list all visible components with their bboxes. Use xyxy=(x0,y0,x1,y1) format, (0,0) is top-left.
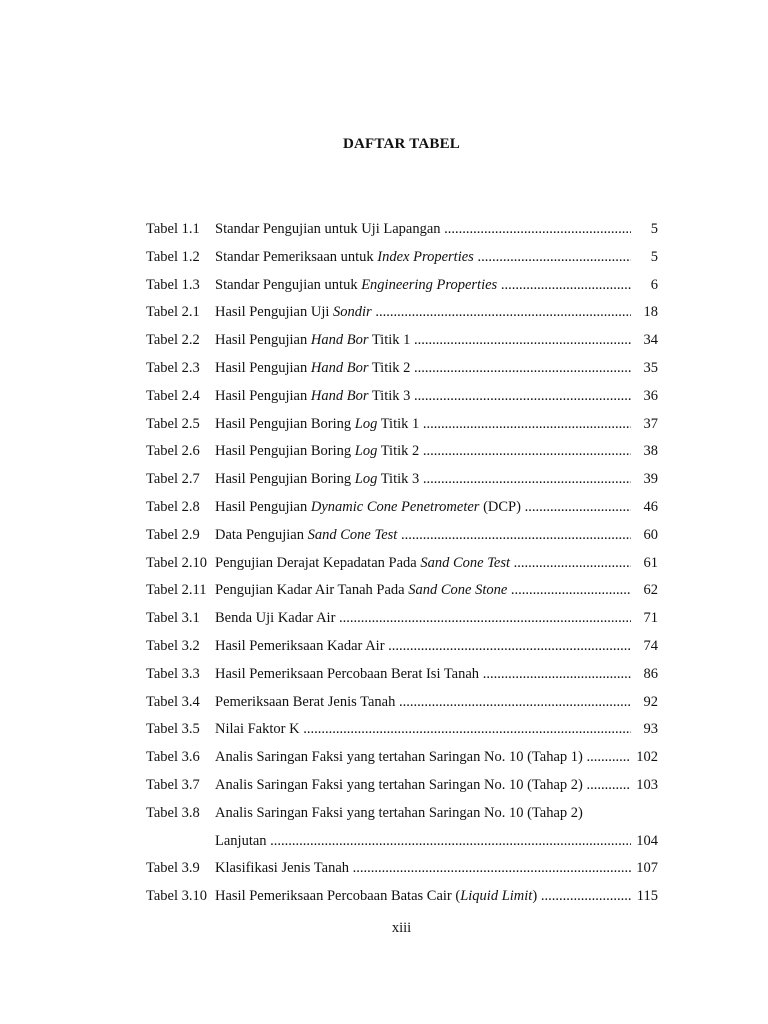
leader-dots xyxy=(583,777,631,793)
table-label: Tabel 2.6 xyxy=(146,443,200,460)
page-ref: 5 xyxy=(650,248,658,265)
table-label: Tabel 1.3 xyxy=(146,276,200,293)
caption-italic-text: Sand Cone Test xyxy=(307,526,398,543)
leader-dots xyxy=(419,416,631,432)
page-ref: 18 xyxy=(643,304,658,321)
page-ref: 61 xyxy=(643,554,658,571)
page-ref: 104 xyxy=(636,832,658,849)
table-label: Tabel 2.11 xyxy=(146,582,207,599)
caption-suffix-text: Titik 3 xyxy=(377,471,423,488)
table-label: Tabel 3.1 xyxy=(146,610,200,627)
page-ref: 107 xyxy=(636,860,658,877)
table-caption xyxy=(215,525,631,545)
table-label: Tabel 2.10 xyxy=(146,554,207,571)
page-ref: 34 xyxy=(643,332,658,349)
leader-dots xyxy=(372,304,631,320)
table-label: Tabel 3.3 xyxy=(146,665,200,682)
table-label: Tabel 3.10 xyxy=(146,888,207,905)
caption-italic-text: Log xyxy=(354,471,378,488)
caption-text: Analis Saringan Faksi yang tertahan Saringan No. 10 (Tahap 1) xyxy=(215,749,583,766)
toc-entry xyxy=(146,275,658,303)
page-ref: 5 xyxy=(650,221,658,237)
toc-entry xyxy=(146,497,658,525)
page-ref: 35 xyxy=(643,359,658,376)
caption-suffix-text: Titik 1 xyxy=(377,415,420,432)
toc-entry xyxy=(146,858,658,886)
toc-entry xyxy=(146,330,658,358)
caption-text: Hasil Pengujian Boring xyxy=(215,471,355,488)
leader-dots xyxy=(397,527,631,543)
toc-entry xyxy=(146,358,658,386)
table-caption xyxy=(215,247,631,267)
table-label: Tabel 2.9 xyxy=(146,526,200,543)
table-label: Tabel 2.1 xyxy=(146,304,200,321)
caption-suffix-text: ) xyxy=(532,888,538,905)
leader-dots xyxy=(537,888,631,904)
caption-text: Hasil Pemeriksaan Percobaan Berat Isi Tanah xyxy=(215,665,480,682)
leader-dots xyxy=(479,666,631,682)
table-label: Tabel 3.6 xyxy=(146,749,200,766)
page-ref: 102 xyxy=(636,749,658,766)
page-number: xiii xyxy=(391,920,412,936)
caption-italic-text: Liquid Limit xyxy=(460,888,533,905)
caption-text: Data Pengujian xyxy=(215,526,308,543)
table-label: Tabel 2.7 xyxy=(146,471,200,488)
table-caption xyxy=(215,803,631,823)
table-label: Tabel 2.3 xyxy=(146,359,200,376)
table-label: Tabel 1.1 xyxy=(146,221,200,237)
page-ref: 39 xyxy=(643,471,658,488)
caption-text: Hasil Pengujian Uji xyxy=(215,304,334,321)
table-caption xyxy=(215,441,631,461)
caption-italic-text: Hand Bor xyxy=(310,332,369,349)
leader-dots xyxy=(507,582,631,598)
caption-italic-text: Engineering Properties xyxy=(361,276,498,293)
table-caption xyxy=(215,330,631,350)
leader-dots xyxy=(423,471,631,487)
toc-entry xyxy=(146,692,658,720)
table-caption xyxy=(215,831,631,851)
caption-text: Hasil Pengujian xyxy=(215,359,311,376)
leader-dots xyxy=(583,749,631,765)
leader-dots xyxy=(410,332,631,348)
page-ref: 74 xyxy=(643,637,658,654)
caption-italic-text: Hand Bor xyxy=(310,359,369,376)
caption-italic-text: Log xyxy=(354,415,378,432)
table-caption xyxy=(215,469,631,489)
caption-text: Pemeriksaan Berat Jenis Tanah xyxy=(215,693,396,710)
table-caption xyxy=(215,858,631,878)
toc-entry xyxy=(146,747,658,775)
table-label: Tabel 2.2 xyxy=(146,332,200,349)
leader-dots xyxy=(410,360,631,376)
toc-entry xyxy=(146,302,658,330)
caption-text: Hasil Pengujian Boring xyxy=(215,443,355,460)
table-caption xyxy=(215,747,631,767)
toc-entry xyxy=(146,608,658,636)
caption-italic-text: Sand Cone Stone xyxy=(408,582,508,599)
page-ref: 86 xyxy=(643,665,658,682)
toc-entry xyxy=(146,775,658,803)
toc-entry xyxy=(146,386,658,414)
caption-text: Hasil Pengujian xyxy=(215,387,311,404)
caption-text: Standar Pemeriksaan untuk xyxy=(215,248,378,265)
caption-text: Pengujian Kadar Air Tanah Pada xyxy=(215,582,409,599)
table-label: Tabel 1.2 xyxy=(146,248,200,265)
toc-entry xyxy=(146,831,658,859)
table-caption xyxy=(215,775,631,795)
page-ref: 46 xyxy=(643,498,658,515)
caption-text: Hasil Pemeriksaan Kadar Air xyxy=(215,637,385,654)
page-ref: 93 xyxy=(643,721,658,738)
caption-suffix-text: Titik 3 xyxy=(368,387,415,404)
caption-text: Nilai Faktor K xyxy=(215,721,300,738)
caption-text: Hasil Pengujian Boring xyxy=(215,415,355,432)
table-caption xyxy=(215,219,631,239)
leader-dots xyxy=(267,833,631,849)
toc-entry xyxy=(146,664,658,692)
toc-entry xyxy=(146,414,658,442)
leader-dots xyxy=(414,388,631,404)
caption-italic-text: Sand Cone Test xyxy=(420,554,511,571)
toc-entry xyxy=(146,719,658,747)
toc-entry xyxy=(146,219,658,247)
table-label: Tabel 3.9 xyxy=(146,860,200,877)
caption-italic-text: Dynamic Cone Penetrometer xyxy=(310,498,480,515)
caption-italic-text: Sondir xyxy=(333,304,372,321)
page-ref: 103 xyxy=(636,776,658,793)
page-ref: 71 xyxy=(643,610,658,627)
page-ref: 92 xyxy=(643,693,658,710)
page-ref: 62 xyxy=(643,582,658,599)
caption-text: Lanjutan xyxy=(215,832,267,849)
page-ref: 60 xyxy=(643,526,658,543)
caption-italic-text: Log xyxy=(354,443,378,460)
toc-entry xyxy=(146,469,658,497)
table-label: Tabel 3.2 xyxy=(146,637,200,654)
caption-italic-text: Index Properties xyxy=(377,248,474,265)
table-caption xyxy=(215,302,631,322)
table-label: Tabel 3.5 xyxy=(146,721,200,738)
toc-entry xyxy=(146,441,658,469)
leader-dots xyxy=(521,499,631,515)
table-caption xyxy=(215,636,631,656)
table-caption xyxy=(215,497,631,517)
table-caption xyxy=(215,580,631,600)
table-label: Tabel 2.4 xyxy=(146,387,200,404)
table-caption xyxy=(215,358,631,378)
leader-dots xyxy=(474,249,631,265)
leader-dots xyxy=(441,221,631,237)
caption-text: Benda Uji Kadar Air xyxy=(215,610,336,627)
leader-dots xyxy=(395,694,631,710)
page-ref: 115 xyxy=(636,888,658,905)
caption-text: Klasifikasi Jenis Tanah xyxy=(215,860,350,877)
table-caption xyxy=(215,386,631,406)
caption-text: Standar Pengujian untuk Uji Lapangan xyxy=(215,221,441,237)
table-caption xyxy=(215,719,631,739)
page-ref: 6 xyxy=(650,276,658,293)
leader-dots xyxy=(300,721,631,737)
caption-text: Pengujian Derajat Kepadatan Pada xyxy=(215,554,421,571)
page-ref: 38 xyxy=(643,443,658,460)
leader-dots xyxy=(335,610,631,626)
toc-entry xyxy=(146,525,658,553)
leader-dots xyxy=(497,277,631,293)
table-label: Tabel 2.8 xyxy=(146,498,200,515)
toc-entry xyxy=(146,553,658,581)
caption-text: Hasil Pemeriksaan Percobaan Batas Cair ( xyxy=(215,888,461,905)
table-caption xyxy=(215,664,631,684)
caption-suffix-text: Titik 1 xyxy=(368,332,411,349)
caption-suffix-text: Titik 2 xyxy=(368,359,411,376)
toc-entry xyxy=(146,636,658,664)
caption-text: Hasil Pengujian xyxy=(215,332,311,349)
toc-entry xyxy=(146,580,658,608)
table-list xyxy=(146,219,658,914)
table-label: Tabel 3.7 xyxy=(146,776,200,793)
caption-text: Hasil Pengujian xyxy=(215,498,311,515)
page-ref: 36 xyxy=(643,387,658,404)
caption-italic-text: Hand Bor xyxy=(310,387,369,404)
leader-dots xyxy=(385,638,631,654)
leader-dots xyxy=(349,860,631,876)
table-caption xyxy=(215,886,631,906)
toc-entry xyxy=(146,803,658,831)
caption-text: Analis Saringan Faksi yang tertahan Saringan No. 10 (Tahap 2) xyxy=(215,776,583,793)
page-title: DAFTAR TABEL xyxy=(342,136,460,152)
table-caption xyxy=(215,553,631,573)
toc-entry xyxy=(146,886,658,914)
caption-text: Standar Pengujian untuk xyxy=(215,276,362,293)
table-caption xyxy=(215,275,631,295)
table-label: Tabel 2.5 xyxy=(146,415,200,432)
toc-entry xyxy=(146,247,658,275)
caption-suffix-text: Titik 2 xyxy=(377,443,420,460)
table-caption xyxy=(215,608,631,628)
leader-dots xyxy=(510,555,631,571)
caption-suffix-text: (DCP) xyxy=(479,498,521,515)
page-ref: 37 xyxy=(643,415,658,432)
caption-text: Analis Saringan Faksi yang tertahan Saringan No. 10 (Tahap 2) xyxy=(215,804,583,821)
table-label: Tabel 3.8 xyxy=(146,804,200,821)
table-caption xyxy=(215,692,631,712)
table-caption xyxy=(215,414,631,434)
leader-dots xyxy=(419,443,631,459)
table-label: Tabel 3.4 xyxy=(146,693,200,710)
